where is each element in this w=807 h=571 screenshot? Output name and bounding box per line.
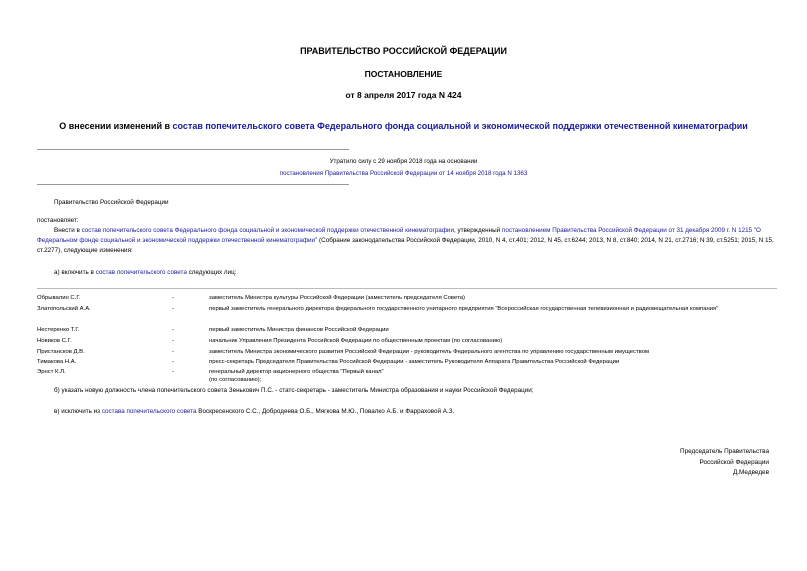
table-row [37,305,777,326]
member-position: первый заместитель Министра финансов Российской Федерации [209,327,389,333]
member-dash: - [172,359,174,365]
lost-force-link[interactable]: постановления Правительства Российской Федерации от 14 ноября 2018 года N 1363 [279,170,528,177]
members-table [37,294,777,386]
bottom-divider [37,184,349,185]
member-dash: - [172,349,174,355]
decides-text: постановляет: [37,217,79,224]
member-dash: - [172,369,174,375]
member-position-line2: (по согласованию); [209,377,262,384]
council-composition-link[interactable]: состав попечительского совета Федерального фонда социальной и экономической поддержки отечественной кинематографии [81,227,454,234]
main-paragraph [37,226,777,255]
item-c [54,407,454,417]
table-row [37,368,777,386]
resolution-1215-link[interactable]: постановлением Правительства Российской Федерации от 31 декабря 2009 г. N 1215 "О Федеральном фонде социальной и экономической поддержки отечественной кинематографии" [37,227,761,244]
table-row [37,326,777,337]
member-dash: - [172,338,174,344]
member-dash: - [172,306,174,312]
signature-title: Председатель Правительства [680,448,769,455]
lost-force-link-line [0,170,807,177]
member-dash: - [172,295,174,301]
member-dash: - [172,327,174,333]
member-position: заместитель Министра культуры Российской Федерации (заместитель председателя Совета) [209,295,465,301]
member-name: Обрывалин С.Г. [37,295,81,301]
member-name: Новиков С.Г. [37,338,72,344]
member-position: начальник Управления Президента Российской Федерации по общественным проектам (по согласованию) [209,338,503,344]
member-name: Златопольский А.А. [37,306,91,312]
document-title [0,121,807,131]
item-a-suffix: следующих лиц: [186,269,237,276]
member-name: Пристансков Д.В. [37,349,85,355]
item-b: б) указать новую должность члена попечительского совета Зенькович П.С. - статс-секретарь - заместитель Министра образования и науки Российской Федерации; [54,387,534,394]
document-date-number: от 8 апреля 2017 года N 424 [345,90,462,100]
government-subject: Правительство Российской Федерации [54,199,169,206]
signature-org: Российской Федерации [699,458,769,466]
signature-block [680,447,769,479]
item-a-prefix: а) включить в [54,269,96,276]
table-row [37,358,777,368]
document-type: ПОСТАНОВЛЕНИЕ [364,69,443,79]
lost-force-notice: Утратило силу с 29 ноября 2018 года на основании [329,158,478,165]
member-name: Эрнст К.Л. [37,369,66,375]
top-divider [37,149,349,150]
signature-name: Д.Медведев [732,469,769,476]
member-name: Нестеренко Т.Г. [37,327,80,333]
table-row [37,348,777,358]
table-row [37,294,777,305]
member-position [209,368,777,386]
item-c-suffix: Воскресенского С.С., Добродеева О.Б., Мягкова М.Ю., Повалко А.Б. и Фарраховой А.З. [196,408,455,415]
table-row [37,337,777,348]
item-c-link[interactable]: состава попечительского совета [101,408,197,415]
members-table-top-rule [37,288,777,289]
item-a [54,268,236,278]
government-heading: ПРАВИТЕЛЬСТВО РОССИЙСКОЙ ФЕДЕРАЦИИ [300,46,507,56]
member-position: первый заместитель генерального директора федерального государственного унитарного предприятия "Всероссийская государственная телевизионная и радиовещательная компания" [209,306,719,312]
p1-text-b: , утвержденный [453,227,502,234]
member-position: заместитель Министра экономического развития Российской Федерации - руководитель Федерального агентства по управлению государственным имуществом [209,349,650,355]
p1-text-a: Внести в [54,227,82,234]
title-prefix: О внесении изменений в [59,121,173,131]
member-name: Тимакова Н.А. [37,359,77,365]
title-link[interactable]: состав попечительского совета Федерального фонда социальной и экономической поддержки отечественной кинематографии [172,121,748,131]
item-a-link[interactable]: состав попечительского совета [95,269,187,276]
p1-text-c: (Собрание законодательства Российской Федерации, 2010, N 4, ст.401; 2012, N 45, ст.6244; 2013, N 8, ст.840; 2014, N 21, ст.2716; N 39, ст.5251; 2015, N 15, ст.2277), следующие изменения: [37,236,774,254]
item-c-prefix: в) исключить из [54,408,102,415]
member-position-line1: генеральный директор акционерного общества "Первый канал" [209,369,384,375]
member-position: пресс-секретарь Председателя Правительства Российской Федерации - заместитель Руководителя Аппарата Правительства Российской Федерации [209,359,620,365]
